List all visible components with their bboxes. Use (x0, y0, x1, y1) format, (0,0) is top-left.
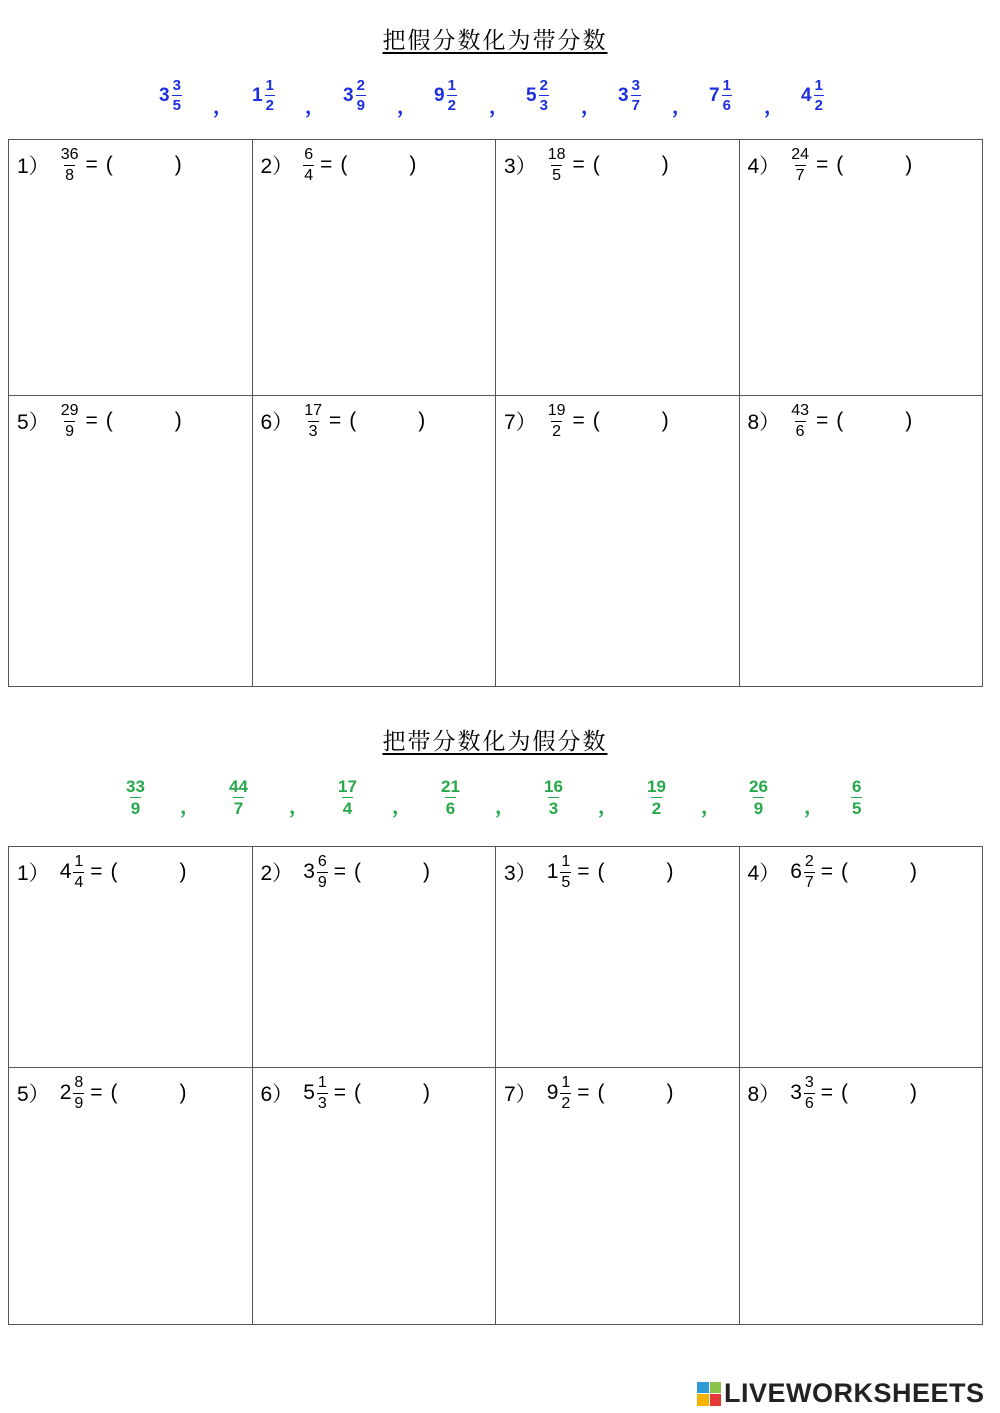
bank-item[interactable]: 3 $\frac{3}{7}$ (618, 77, 640, 114)
drop-cell[interactable]: 5） $\frac{29}{9}$ = ( ) (9, 396, 253, 687)
bank-item[interactable]: 1 $\frac{1}{2}$ (252, 77, 274, 114)
drop-cell[interactable]: 8） 3 $\frac{3}{6}$ = ( ) (740, 1068, 984, 1325)
bank-item[interactable]: $\frac{44}{7}$ (229, 777, 248, 818)
separator: ， (581, 96, 601, 118)
section1-grid (8, 139, 983, 687)
bank-item[interactable]: $\frac{33}{9}$ (126, 777, 145, 818)
bank-item[interactable]: $\frac{16}{3}$ (544, 777, 563, 818)
bank-item[interactable]: 5 $\frac{2}{3}$ (526, 77, 548, 114)
section2-answer-bank (0, 778, 1000, 828)
separator: ， (180, 796, 200, 818)
bank-item[interactable]: $\frac{21}{6}$ (441, 777, 460, 818)
separator: ， (489, 96, 509, 118)
logo-mark-icon (697, 1382, 721, 1406)
separator: ， (305, 96, 325, 118)
drop-cell[interactable]: 8） $\frac{43}{6}$ = ( ) (740, 396, 984, 687)
separator: ， (701, 796, 721, 818)
drop-cell[interactable]: 1） $\frac{36}{8}$ = ( ) (9, 140, 253, 396)
bank-item[interactable]: $\frac{26}{9}$ (749, 777, 768, 818)
logo-text: LIVEWORKSHEETS (724, 1378, 985, 1408)
drop-cell[interactable]: 7） $\frac{19}{2}$ = ( ) (496, 396, 740, 687)
separator: ， (495, 796, 515, 818)
drop-cell[interactable]: 6） $\frac{17}{3}$ = ( ) (253, 396, 497, 687)
section2-title: 把带分数化为假分数 (382, 729, 608, 755)
drop-cell[interactable]: 2） 3 $\frac{6}{9}$ = ( ) (253, 847, 497, 1068)
separator: ， (672, 96, 692, 118)
bank-item[interactable]: 3 $\frac{3}{5}$ (159, 77, 181, 114)
bank-item[interactable]: 9 $\frac{1}{2}$ (434, 77, 456, 114)
drop-cell[interactable]: 3） $\frac{18}{5}$ = ( ) (496, 140, 740, 396)
drop-cell[interactable]: 2） $\frac{6}{4}$ = ( ) (253, 140, 497, 396)
separator: ， (598, 796, 618, 818)
bank-item[interactable]: $\frac{6}{5}$ (852, 777, 862, 818)
section1-answer-bank (0, 78, 1000, 128)
separator: ， (289, 796, 309, 818)
separator: ， (392, 796, 412, 818)
liveworksheets-logo (697, 1378, 985, 1409)
bank-item[interactable]: $\frac{17}{4}$ (338, 777, 357, 818)
drop-cell[interactable]: 5） 2 $\frac{8}{9}$ = ( ) (9, 1068, 253, 1325)
bank-item[interactable]: $\frac{19}{2}$ (647, 777, 666, 818)
section1-title: 把假分数化为带分数 (382, 28, 608, 54)
section2-grid (8, 846, 983, 1325)
drop-cell[interactable]: 1） 4 $\frac{1}{4}$ = ( ) (9, 847, 253, 1068)
separator: ， (764, 96, 784, 118)
drop-cell[interactable]: 6） 5 $\frac{1}{3}$ = ( ) (253, 1068, 497, 1325)
drop-cell[interactable]: 3） 1 $\frac{1}{5}$ = ( ) (496, 847, 740, 1068)
separator: ， (804, 796, 824, 818)
drop-cell[interactable]: 4） $\frac{24}{7}$ = ( ) (740, 140, 984, 396)
drop-cell[interactable]: 7） 9 $\frac{1}{2}$ = ( ) (496, 1068, 740, 1325)
separator: ， (213, 96, 233, 118)
separator: ， (397, 96, 417, 118)
drop-cell[interactable]: 4） 6 $\frac{2}{7}$ = ( ) (740, 847, 984, 1068)
bank-item[interactable]: 7 $\frac{1}{6}$ (709, 77, 731, 114)
bank-item[interactable]: 3 $\frac{2}{9}$ (343, 77, 365, 114)
bank-item[interactable]: 4 $\frac{1}{2}$ (801, 77, 823, 114)
